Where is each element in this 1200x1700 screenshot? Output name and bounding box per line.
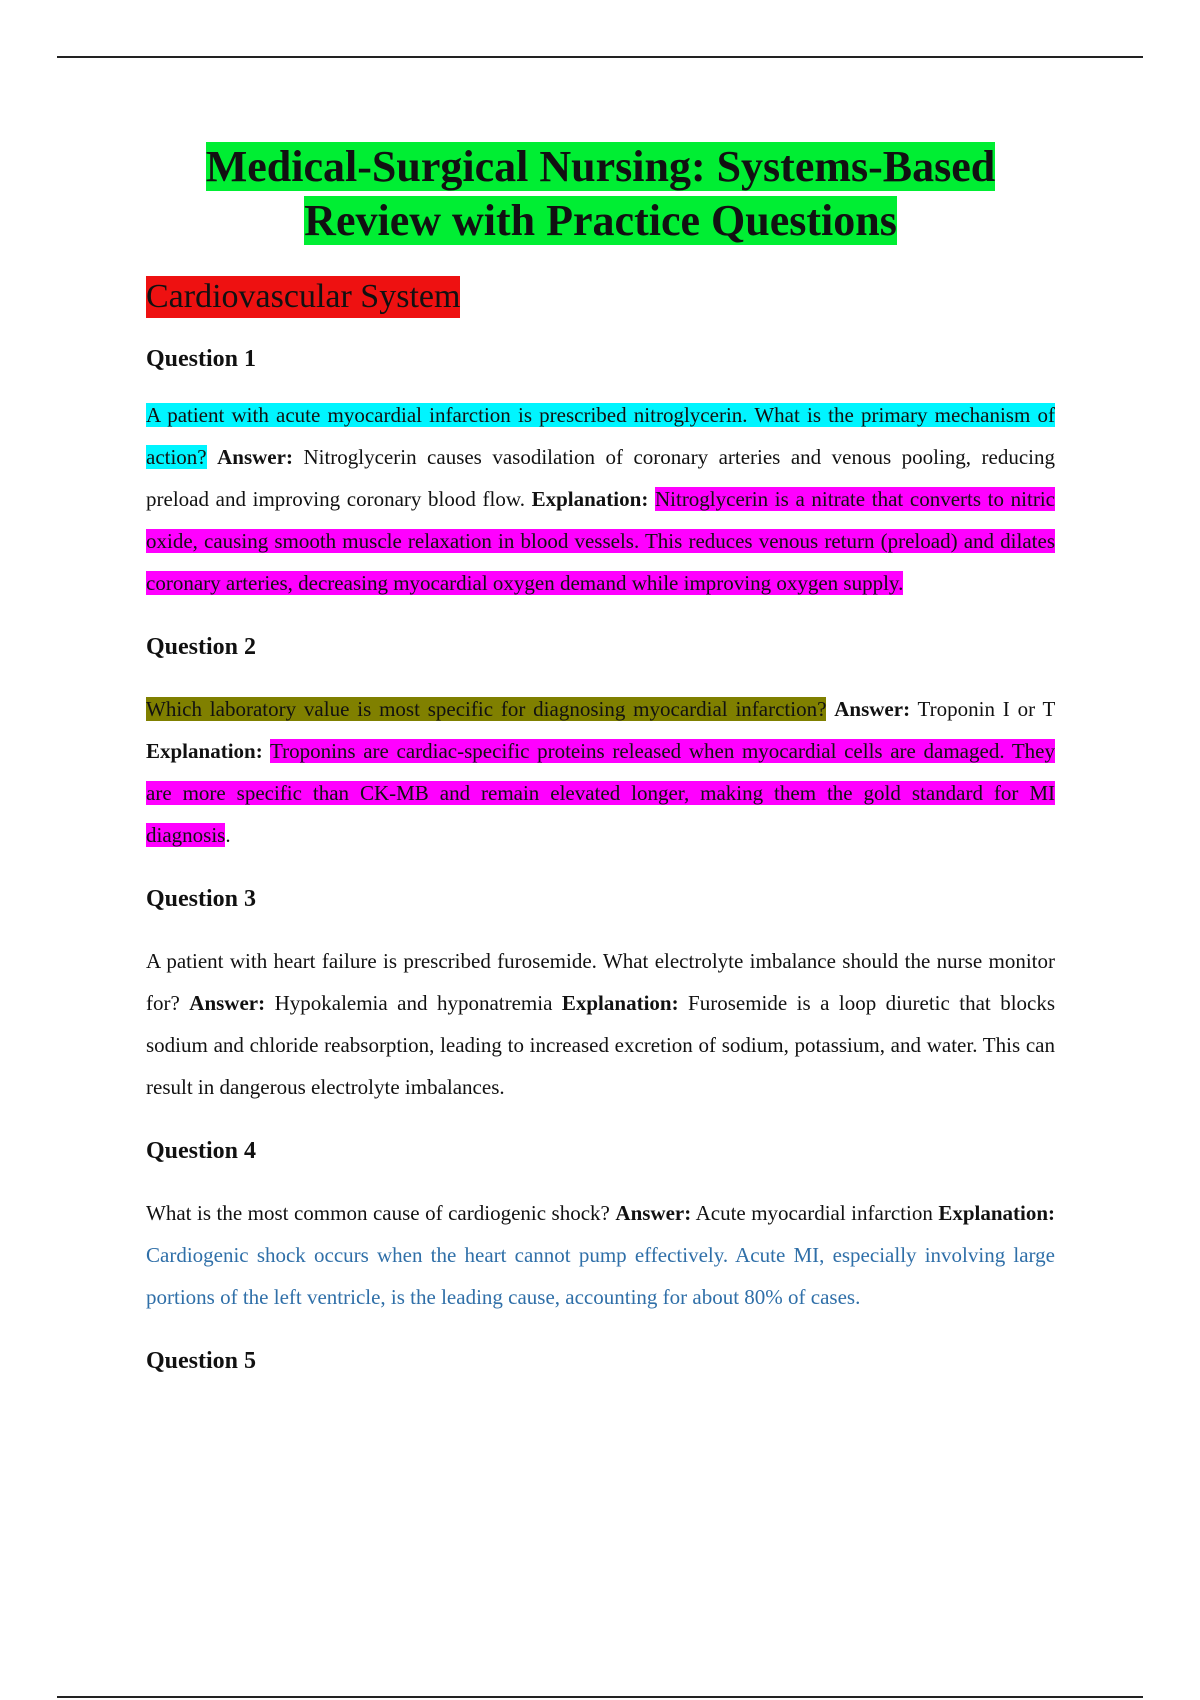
answer-text: Troponin I or T [917,697,1055,721]
title-line-2: Review with Practice Questions [304,196,897,245]
answer-text: Nitroglycerin causes vasodilation of coronary arteries and venous pooling, reducing preload and improving coronary blood flow. [146,445,1055,511]
question-heading: Question 5 [146,1348,257,1374]
explanation-text: Nitroglycerin is a nitrate that converts to nitric oxide, causing smooth muscle relaxation in blood vessels. This reduces venous return (preload) and dilates coronary arteries, decreasing myocardial oxygen demand while improving oxygen supply. [146,487,1055,595]
question-block-3 [146,884,1055,1108]
answer-label: Answer: [615,1201,692,1225]
explanation-label: Explanation: [561,991,679,1015]
answer-text: Hypokalemia and hyponatremia [274,991,553,1015]
question-body [146,688,1055,856]
explanation-label: Explanation: [531,487,649,511]
explanation-text: Troponins are cardiac-specific proteins released when myocardial cells are damaged. They are more specific than CK-MB and remain elevated longer, making them the gold standard for MI diagnosis [146,739,1055,847]
question-heading: Question 1 [146,346,257,372]
section-heading: Cardiovascular System [146,276,460,318]
question-body [146,1192,1055,1318]
question-block-4 [146,1136,1055,1318]
title-line-1: Medical-Surgical Nursing: Systems-Based [205,142,996,191]
answer-label: Answer: [834,697,911,721]
question-heading: Question 2 [146,634,257,660]
question-text: Which laboratory value is most specific for diagnosing myocardial infarction? [146,697,827,721]
question-block-1 [146,344,1055,604]
top-rule [57,56,1143,58]
question-block-2 [146,632,1055,856]
document-title [146,140,1055,248]
trailing-period: . [225,823,231,847]
question-body [146,394,1055,604]
question-block-5 [146,1346,1055,1376]
question-text: A patient with acute myocardial infarction is prescribed nitroglycerin. What is the primary mechanism of action? [146,403,1055,469]
answer-label: Answer: [217,445,293,469]
explanation-label: Explanation: [146,739,263,763]
question-heading: Question 4 [146,1138,257,1164]
explanation-text: Furosemide is a loop diuretic that blocks sodium and chloride reabsorption, leading to increased excretion of sodium, potassium, and water. This can result in dangerous electrolyte imbalances. [146,991,1056,1099]
question-text: A patient with heart failure is prescribed furosemide. What electrolyte imbalance should the nurse monitor for? [146,949,1055,1015]
question-text: What is the most common cause of cardiogenic shock? [146,1201,610,1225]
answer-label: Answer: [189,991,266,1015]
explanation-text: Cardiogenic shock occurs when the heart cannot pump effectively. Acute MI, especially involving large portions of the left ventricle, is the leading cause, accounting for about 80% of cases. [146,1243,1055,1309]
explanation-label: Explanation: [938,1201,1056,1225]
bottom-rule [57,1696,1143,1698]
question-body [146,940,1055,1108]
question-heading: Question 3 [146,886,257,912]
document-page [146,140,1055,1376]
answer-text: Acute myocardial infarction [695,1201,933,1225]
